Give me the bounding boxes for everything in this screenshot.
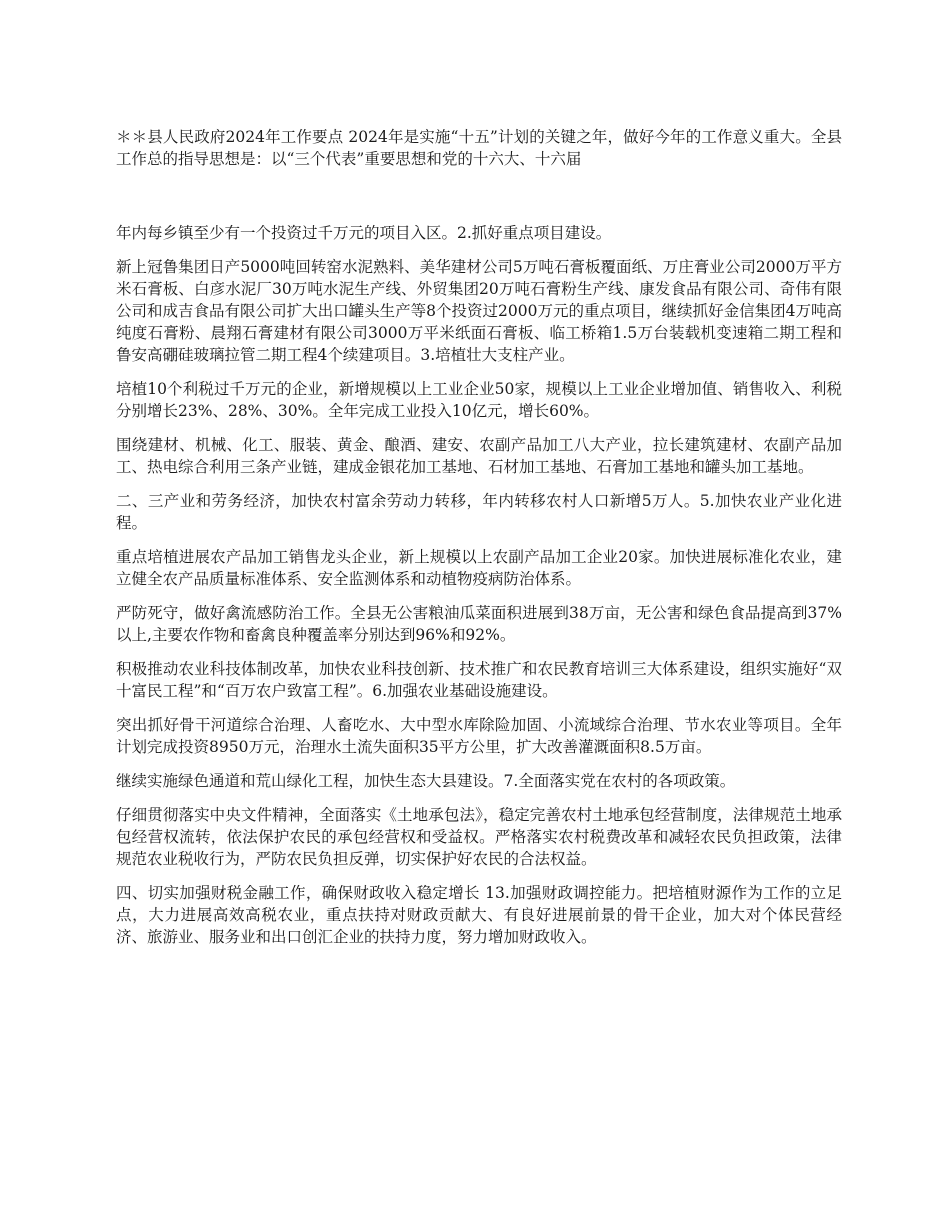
paragraph: 培植10个利税过千万元的企业，新增规模以上工业企业50家，规模以上工业企业增加值、销售收入、利税分别增长23%、28%、30%。全年完成工业投入10亿元，增长60%。 [116,380,842,420]
paragraph: 新上冠鲁集团日产5000吨回转窑水泥熟料、美华建材公司5万吨石膏板覆面纸、万庄膏业公司2000万平方米石膏板、白彦水泥厂30万吨水泥生产线、外贸集团20万吨石膏粉生产线、康发食品有限公司、奇伟有限公司和成吉食品有限公司扩大出口罐头生产等8个投资过2000万元的重点项目，继续抓好金信集团4万吨高纯度石膏粉、晨翔石膏建材有限公司3000万平米纸面石膏板、临工桥箱1.5万台装载机变速箱二期工程和鲁安高硼硅玻璃拉管二期工程4个续建项目。3.培植壮大支柱产业。 [116,258,842,364]
paragraph: 二、三产业和劳务经济，加快农村富余劳动力转移，年内转移农村人口新增5万人。5.加快农业产业化进程。 [116,492,842,532]
paragraph-intro: ＊＊县人民政府2024年工作要点 2024年是实施“十五”计划的关键之年，做好今年的工作意义重大。全县工作总的指导思想是：以“三个代表”重要思想和党的十六大、十六届 [116,128,842,168]
paragraph: 围绕建材、机械、化工、服装、黄金、酿酒、建安、农副产品加工八大产业，拉长建筑建材、农副产品加工、热电综合利用三条产业链，建成金银花加工基地、石材加工基地、石膏加工基地和罐头加工基地。 [116,436,842,476]
paragraph: 四、切实加强财税金融工作，确保财政收入稳定增长 13.加强财政调控能力。把培植财源作为工作的立足点，大力进展高效高税农业，重点扶持对财政贡献大、有良好进展前景的骨干企业，加大对个体民营经济、旅游业、服务业和出口创汇企业的扶持力度，努力增加财政收入。 [116,884,842,946]
paragraph: 年内每乡镇至少有一个投资过千万元的项目入区。2.抓好重点项目建设。 [116,224,612,242]
paragraph: 严防死守，做好禽流感防治工作。全县无公害粮油瓜菜面积进展到38万亩，无公害和绿色食品提高到37%以上,主要农作物和畜禽良种覆盖率分别达到96%和92%。 [116,604,842,644]
document-body [116,126,842,960]
paragraph: 重点培植进展农产品加工销售龙头企业，新上规模以上农副产品加工企业20家。加快进展标准化农业，建立健全农产品质量标准体系、安全监测体系和动植物疫病防治体系。 [116,548,842,588]
paragraph: 突出抓好骨干河道综合治理、人畜吃水、大中型水库除险加固、小流域综合治理、节水农业等项目。全年计划完成投资8950万元，治理水土流失面积35平方公里，扩大改善灌溉面积8.5万亩。 [116,716,842,756]
paragraph: 继续实施绿色通道和荒山绿化工程，加快生态大县建设。7.全面落实党在农村的各项政策。 [116,772,736,790]
paragraph: 积极推动农业科技体制改革，加快农业科技创新、技术推广和农民教育培训三大体系建设，组织实施好“双十富民工程”和“百万农户致富工程”。6.加强农业基础设施建设。 [116,660,842,700]
paragraph: 仔细贯彻落实中央文件精神，全面落实《土地承包法》，稳定完善农村土地承包经营制度，法律规范土地承包经营权流转，依法保护农民的承包经营权和受益权。严格落实农村税费改革和减轻农民负担政策，法律规范农业税收行为，严防农民负担反弹，切实保护好农民的合法权益。 [116,806,842,868]
